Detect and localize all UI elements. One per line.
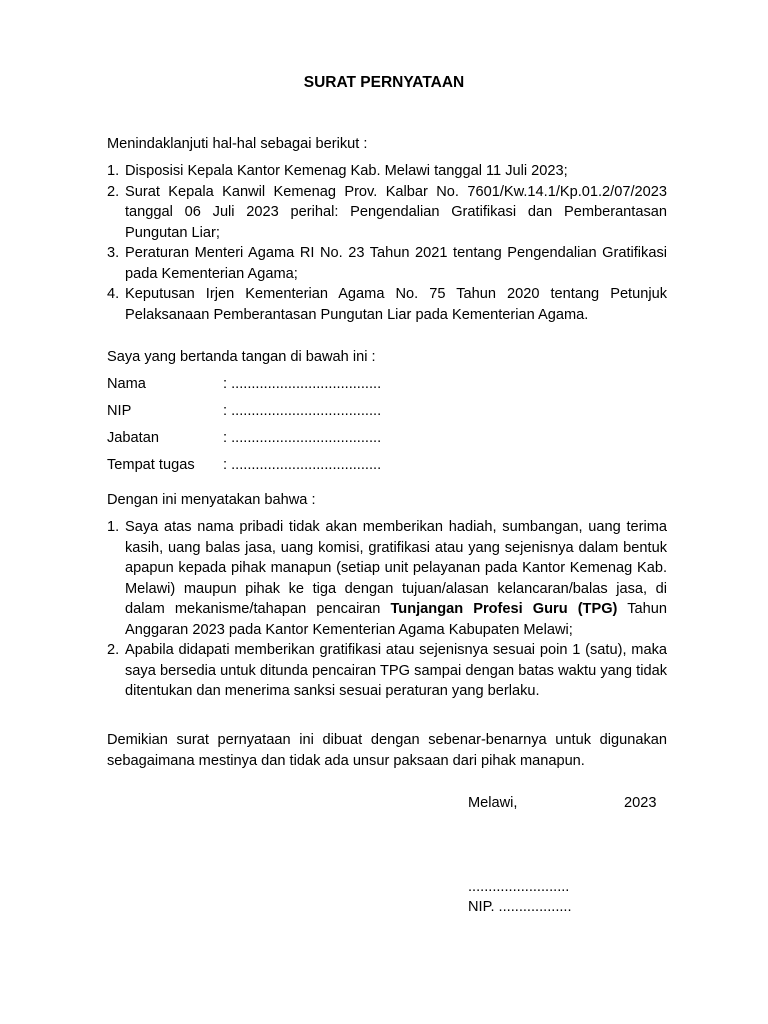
field-tempat-tugas: [107, 455, 507, 475]
signature-name-line: .........................: [468, 879, 570, 895]
list-item-number: 3.: [107, 245, 120, 261]
field-label: NIP: [107, 403, 132, 419]
intro-text: Menindaklanjuti hal-hal sebagai berikut :: [107, 136, 368, 152]
field-nip: [107, 401, 507, 421]
list-item: [107, 243, 667, 284]
statement-list: [107, 517, 667, 702]
list-item-number: 1.: [107, 519, 120, 535]
field-value: : .....................................: [223, 376, 382, 392]
field-jabatan: [107, 428, 507, 448]
list-item: [107, 161, 667, 182]
list-item: [107, 640, 667, 702]
field-label: Nama: [107, 376, 146, 392]
field-value: : .....................................: [223, 403, 382, 419]
list-item-number: 2.: [107, 183, 120, 200]
list-item: [107, 284, 667, 325]
list-item: [107, 517, 667, 640]
list-item-number: 1.: [107, 163, 120, 179]
document-title: SURAT PERNYATAAN: [303, 74, 465, 91]
list-item-text-after: Tahun Anggaran 2023 pada Kantor Kementerian Agama Kabupaten Melawi;: [125, 601, 667, 638]
list-item-text: Surat Kepala Kanwil Kemenag Prov. Kalbar No. 7601/Kw.14.1/Kp.01.2/07/2023 tanggal 06 Juli 2023 perihal: Pengendalian Gratifikasi dan Pemberantasan Pungutan Liar;: [125, 183, 667, 241]
list-item-text: Disposisi Kepala Kantor Kemenag Kab. Melawi tanggal 11 Juli 2023;: [125, 163, 568, 179]
field-value: : .....................................: [223, 457, 382, 473]
list-item-bold-text: Tunjangan Profesi Guru (TPG): [390, 601, 618, 617]
list-item-text: Saya atas nama pribadi tidak akan memberikan hadiah, sumbangan, uang terima kasih, uang balas jasa, uang komisi, gratifikasi atau yang sejenisnya dalam bentuk apapun kepada pihak manapun (setiap unit pelayanan pada Kantor Kemenag Kab. Melawi) maupun pihak ke tiga dengan tujuan/alasan kelancaran/balas jasa, di dalam mekanisme/tahapan pencairan: [125, 519, 667, 617]
list-item-number: 4.: [107, 286, 120, 302]
list-item-number: 2.: [107, 642, 120, 658]
list-item-text: Apabila didapati memberikan gratifikasi atau sejenisnya sesuai poin 1 (satu), maka saya bersedia untuk ditunda pencairan TPG sampai dengan batas waktu yang tidak ditentukan dan menerima sanksi sesuai peraturan yang berlaku.: [125, 642, 667, 699]
closing-paragraph: Demikian surat pernyataan ini dibuat dengan sebenar-benarnya untuk digunakan sebagaimana mestinya dan tidak ada unsur paksaan dari pihak manapun.: [107, 732, 667, 769]
reference-list: [107, 161, 667, 325]
statement-intro: Dengan ini menyatakan bahwa :: [107, 492, 316, 508]
signatory-intro: Saya yang bertanda tangan di bawah ini :: [107, 349, 376, 365]
field-label: Tempat tugas: [107, 457, 195, 473]
signature-nip-line: NIP. ..................: [468, 899, 572, 915]
field-nama: [107, 374, 507, 394]
list-item: [107, 182, 667, 244]
field-value: : .....................................: [223, 430, 382, 446]
field-label: Jabatan: [107, 430, 159, 446]
signature-place: Melawi,: [468, 795, 518, 811]
list-item-text: Keputusan Irjen Kementerian Agama No. 75 Tahun 2020 tentang Petunjuk Pelaksanaan Pemberantasan Pungutan Liar pada Kementerian Agama.: [125, 286, 667, 323]
signature-year: 2023: [624, 795, 657, 811]
list-item-text: Peraturan Menteri Agama RI No. 23 Tahun 2021 tentang Pengendalian Gratifikasi pada Kementerian Agama;: [125, 245, 667, 282]
